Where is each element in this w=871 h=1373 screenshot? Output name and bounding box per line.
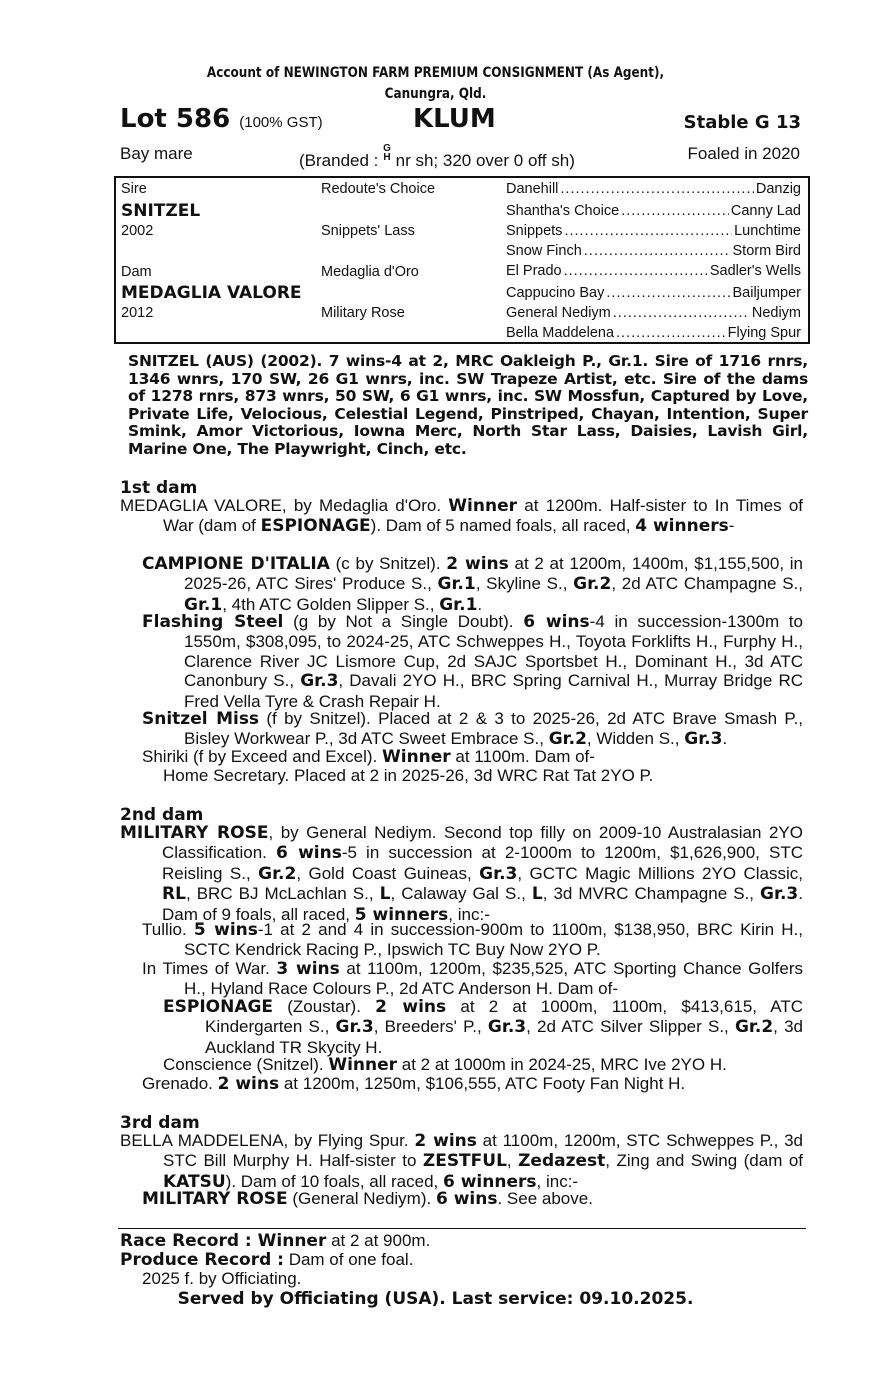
ancestor-sire: Bailjumper	[732, 285, 801, 301]
ancestor: Snippets	[506, 223, 563, 239]
text: Gr.3	[684, 729, 723, 750]
horse-sex: Bay mare	[120, 144, 193, 163]
leader-dots	[613, 305, 750, 321]
text: .	[477, 594, 483, 614]
text: 6 winners	[442, 1171, 537, 1192]
text: Winner	[328, 1055, 398, 1075]
progeny-name: CAMPIONE D'ITALIA	[142, 554, 330, 574]
text: 4 winners	[635, 516, 729, 537]
race-record	[120, 1231, 803, 1251]
text: at 1200m. Half-sister to In Times of War (dam of	[163, 496, 803, 536]
text: -1 at 2 and 4 in succession-900m to 1100m, $138,950, BRC Kirin H., SCTC Kendrick Racing P., Ipswich TC Buy Now 2YO P.	[184, 920, 803, 960]
dam-name: MEDAGLIA VALORE	[121, 283, 302, 303]
progeny-entry	[142, 747, 803, 767]
text: 6 wins	[523, 612, 590, 632]
text: 2 wins	[446, 554, 509, 574]
grand-progeny-entry	[163, 997, 803, 1057]
text: BELLA MADDELENA, by Flying Spur.	[120, 1131, 415, 1150]
brand-mark	[383, 144, 391, 162]
ancestor: Snow Finch	[506, 243, 582, 259]
text: ). Dam of 5 named foals, all raced,	[370, 516, 636, 536]
grandparent-row	[506, 181, 801, 197]
text: Gr.2	[573, 574, 612, 595]
text: , 2d ATC Champagne S.,	[611, 574, 803, 594]
text: , Widden S.,	[586, 729, 685, 749]
text: , Calaway Gal S.,	[390, 884, 532, 904]
brand-info	[299, 144, 575, 171]
grandparent-row	[506, 325, 801, 341]
leader-dots	[584, 243, 731, 259]
second-dam-intro	[120, 823, 803, 925]
ancestor-sire: Canny Lad	[730, 203, 801, 219]
text: In Times of War.	[142, 959, 277, 978]
text: 6 wins	[435, 1189, 498, 1209]
text: -	[728, 516, 735, 536]
foaled-year: Foaled in 2020	[687, 144, 800, 163]
text: -4 in succession-1300m to 1550m, $308,095, to 2024-25, ATC Schweppes H., Toyota Forklifts H., Furphy H., Clarence River JC Lismore Cup, 2d SAJC Sportsbet H., Dominant H., 3d ATC Canonbury S.,	[184, 612, 803, 691]
text: ,	[506, 1151, 519, 1171]
ancestor: Danehill	[506, 181, 559, 197]
text: (c by Snitzel).	[329, 554, 447, 573]
divider	[118, 1228, 806, 1229]
text: at 1100m, 1200m, STC Schweppes P., 3d STC Bill Murphy H. Half-sister to	[163, 1131, 803, 1171]
text: -5 in succession at 2-1000m to 1200m, $1,626,900, STC Reisling S.,	[162, 843, 803, 883]
brand-suffix: nr sh; 320 over 0 off sh)	[395, 151, 575, 170]
text: , 2d ATC Silver Slipper S.,	[526, 1017, 735, 1037]
sire-label: Sire	[121, 181, 147, 197]
leader-dots	[621, 203, 729, 219]
text: 2 wins	[217, 1074, 280, 1094]
second-dam-heading: 2nd dam	[120, 805, 204, 825]
text: , Breeders' P.,	[373, 1017, 488, 1037]
progeny-name: Snitzel Miss	[142, 709, 260, 729]
text: KATSU	[163, 1171, 226, 1192]
text: at 1100m, 1200m, $235,525, ATC Sporting Chance Golfers H., Hyland Race Colours P., 2d ATC Anderson H. Dam of-	[184, 959, 803, 999]
dam-label: Dam	[121, 264, 152, 280]
dam-year: 2012	[121, 305, 154, 321]
grandparent-row	[506, 263, 801, 279]
ancestor-sire: Sadler's Wells	[709, 263, 801, 279]
text: Conscience (Snitzel).	[163, 1055, 329, 1074]
leader-dots	[616, 325, 726, 341]
grand-progeny-entry: Home Secretary. Placed at 2 in 2025-26, 3d WRC Rat Tat 2YO P.	[163, 766, 654, 785]
text: Gr.2	[734, 1017, 774, 1038]
text: at 2 at 1200m, 1400m, $1,155,500, in 2025-26, ATC Sires' Produce S.,	[184, 554, 803, 594]
text: 2 wins	[414, 1131, 477, 1151]
text: , by General Nediym. Second top filly on 2009-10 Australasian 2YO Classification.	[162, 823, 803, 863]
text: Gr.3	[335, 1017, 374, 1038]
dam-name: MILITARY ROSE	[120, 823, 269, 843]
sire-name: SNITZEL	[121, 201, 201, 221]
text: , Gold Coast Guineas,	[296, 863, 480, 883]
text: Grenado.	[142, 1074, 218, 1093]
horse-name: KLUM	[413, 104, 496, 134]
text: Gr.2	[258, 863, 297, 884]
text: , 3d MVRC Champagne S.,	[542, 884, 761, 904]
pedigree-table	[114, 176, 810, 344]
text: Gr.3	[760, 884, 799, 905]
text: (Zoustar).	[273, 997, 376, 1016]
text: at 1200m, 1250m, $106,555, ATC Footy Fan Night H.	[279, 1074, 686, 1093]
progeny-entry	[142, 920, 803, 960]
text: MEDAGLIA VALORE, by Medaglia d'Oro.	[120, 496, 449, 515]
text: Winner	[251, 1231, 327, 1251]
text: L	[379, 884, 391, 905]
grandparent-row	[506, 223, 801, 239]
text: Tullio.	[142, 920, 194, 939]
text: Winner	[448, 496, 517, 516]
text: Winner	[381, 747, 451, 767]
text: L	[531, 884, 543, 905]
text: Race Record :	[120, 1231, 252, 1251]
ancestor: General Nediym	[506, 305, 611, 321]
text: Produce Record :	[120, 1250, 284, 1270]
text: Dam of one foal.	[283, 1250, 414, 1269]
text: , Skyline S.,	[475, 574, 574, 594]
text: Gr.1	[439, 594, 478, 615]
text: Gr.3	[479, 863, 518, 884]
lot-label: Lot 586	[120, 104, 231, 134]
ancestor-sire: Flying Spur	[727, 325, 801, 341]
ancestor: Shantha's Choice	[506, 203, 620, 219]
text: , 4th ATC Golden Slipper S.,	[222, 594, 440, 614]
text: Gr.3	[487, 1017, 527, 1038]
grand-progeny-entry	[163, 1055, 803, 1075]
progeny-entry	[142, 554, 803, 615]
text: . Dam of 9 foals, all raced,	[162, 884, 803, 924]
third-dam-heading: 3rd dam	[120, 1113, 200, 1133]
leader-dots	[564, 223, 732, 239]
brand-prefix: (Branded :	[299, 151, 379, 170]
vendor-line: Account of NEWINGTON FARM PREMIUM CONSIGNMENT (As Agent),	[206, 65, 665, 81]
progeny-entry	[142, 709, 803, 750]
text: Gr.1	[437, 574, 476, 595]
text: 5 winners	[354, 904, 449, 925]
text: Zedazest	[518, 1151, 606, 1172]
grandparent-row	[506, 243, 801, 259]
progeny-name: ESPIONAGE	[163, 997, 274, 1017]
sire-sire: Redoute's Choice	[321, 181, 436, 197]
text: 3 wins	[276, 959, 340, 979]
progeny-name: Flashing Steel	[142, 612, 284, 632]
text: ). Dam of 10 foals, all raced,	[225, 1171, 443, 1191]
text: ESPIONAGE	[260, 516, 371, 537]
first-dam-intro	[120, 496, 803, 537]
text: , BRC BJ McLachlan S.,	[185, 884, 380, 904]
text: , Davali 2YO H., BRC Spring Carnival H., Murray Bridge RC Fred Vella Tyre & Crash Repair H.	[184, 671, 803, 711]
progeny-entry	[142, 1074, 803, 1094]
gst-note: (100% GST)	[239, 114, 323, 131]
first-dam-heading: 1st dam	[120, 478, 198, 498]
ancestor: El Prado	[506, 263, 562, 279]
progeny-entry	[142, 959, 803, 999]
sire-summary: SNITZEL (AUS) (2002). 7 wins-4 at 2, MRC Oakleigh P., Gr.1. Sire of 1716 rnrs, 1346 wnrs, 170 SW, 26 G1 wnrs, inc. SW Trapeze Artist, etc. Sire of the dams of 1278 rnrs, 873 wnrs, 50 SW, 6 G1 wnrs, inc. SW Mossfun, Captured by Love, Private Life, Velocious, Celestial Legend, Pinstriped, Chayan, Intention, Super Smink, Amor Victorious, Iowna Merc, North Star Lass, Daisies, Lavish Girl, Marine One, The Playwright, Cinch, etc.	[128, 352, 808, 458]
progeny-entry	[142, 612, 803, 711]
ancestor: Bella Maddelena	[506, 325, 615, 341]
progeny-entry	[142, 1189, 803, 1209]
leader-dots	[564, 263, 708, 279]
brand-bottom: H	[383, 152, 391, 163]
leader-dots	[606, 285, 730, 301]
text: RL	[162, 884, 186, 905]
text: Shiriki (f by Exceed and Excel).	[142, 747, 382, 766]
produce-foal: 2025 f. by Officiating.	[142, 1269, 302, 1288]
text: , inc:-	[448, 904, 490, 924]
text: at 1100m. Dam of-	[450, 747, 595, 766]
text: , inc:-	[536, 1171, 579, 1191]
grandparent-row	[506, 305, 801, 321]
stable-location: Stable G 13	[683, 112, 801, 133]
ancestor-sire: Danzig	[755, 181, 801, 197]
text: . See above.	[497, 1189, 593, 1208]
text: 6 wins	[275, 843, 342, 864]
text: at 2 at 1000m in 2024-25, MRC Ive 2YO H.	[397, 1055, 727, 1074]
dam-dam: Military Rose	[321, 305, 405, 321]
text: .	[722, 729, 728, 749]
third-dam-intro	[120, 1131, 803, 1192]
grandparent-row	[506, 203, 801, 219]
dam-sire: Medaglia d'Oro	[321, 264, 419, 280]
text: (General Nediym).	[287, 1189, 436, 1208]
text: at 2 at 900m.	[326, 1231, 431, 1250]
text: (f by Snitzel). Placed at 2 & 3 to 2025-26, 2d ATC Brave Smash P., Bisley Workwear P., 3d ATC Sweet Embrace S.,	[184, 709, 803, 749]
text: (g by Not a Single Doubt).	[283, 612, 524, 631]
ancestor: Cappucino Bay	[506, 285, 605, 301]
text: Gr.2	[548, 729, 587, 750]
ancestor-sire: Nediym	[751, 305, 801, 321]
ancestor-sire: Storm Bird	[732, 243, 801, 259]
text: Gr.3	[300, 671, 339, 692]
brand-top: G	[383, 143, 391, 154]
lot-number	[120, 104, 323, 134]
text: , 3d Auckland TR Skycity H.	[205, 1017, 804, 1057]
text: 2 wins	[375, 997, 447, 1017]
sire-year: 2002	[121, 223, 154, 239]
text: , Zing and Swing (dam of	[605, 1151, 804, 1171]
vendor-location: Canungra, Qld.	[384, 86, 487, 102]
leader-dots	[560, 181, 753, 197]
text: 5 wins	[193, 920, 258, 940]
progeny-name: MILITARY ROSE	[142, 1189, 288, 1209]
sire-dam: Snippets' Lass	[321, 223, 415, 239]
produce-record	[120, 1250, 803, 1270]
text: at 2 at 1000m, 1100m, $413,615, ATC Kindergarten S.,	[205, 997, 804, 1037]
text: ZESTFUL	[422, 1151, 507, 1172]
ancestor-sire: Lunchtime	[734, 223, 801, 239]
text: , GCTC Magic Millions 2YO Classic,	[517, 863, 803, 883]
grandparent-row	[506, 285, 801, 301]
text: Gr.1	[184, 594, 223, 615]
service-status: Served by Officiating (USA). Last service: 09.10.2025.	[177, 1289, 694, 1309]
